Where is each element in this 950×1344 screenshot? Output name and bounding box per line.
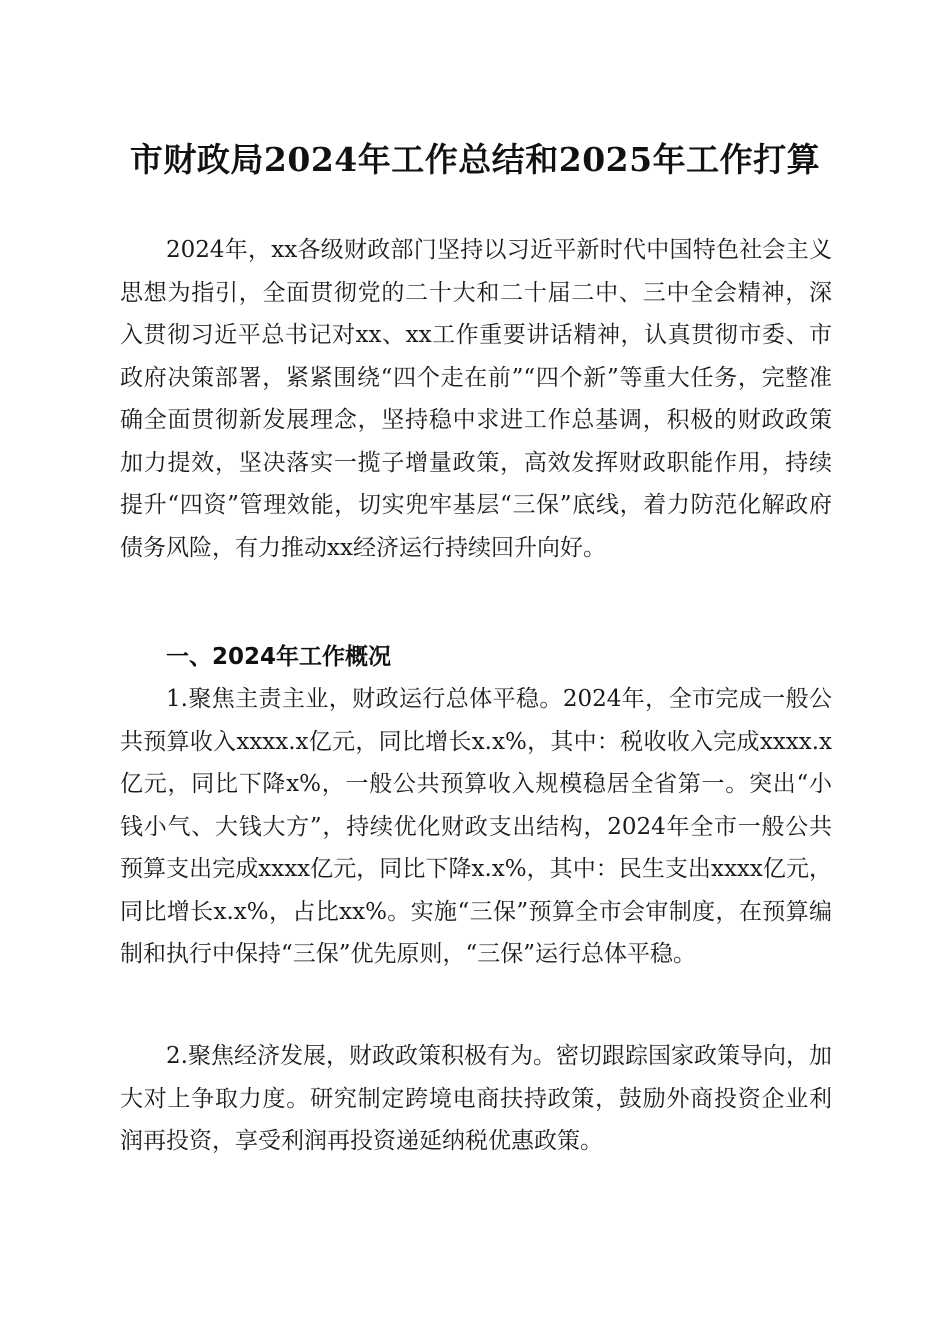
paragraph-2-block [120, 1035, 832, 1163]
paragraph-1-block [120, 678, 832, 976]
paragraph-1: 1.聚焦主责主业，财政运行总体平稳。2024年，全市完成一般公共预算收入xxxx.x亿元，同比增长x.x%，其中：税收收入完成xxxx.x亿元，同比下降x%，一般公共预算收入规模稳居全省第一。突出“小钱小气、大钱大方”，持续优化财政支出结构，2024年全市一般公共预算支出完成xxxx亿元，同比下降x.x%，其中：民生支出xxxx亿元，同比增长x.x%，占比xx%。实施“三保”预算全市会审制度，在预算编制和执行中保持“三保”优先原则，“三保”运行总体平稳。 [120, 686, 832, 967]
intro-paragraph: 2024年，xx各级财政部门坚持以习近平新时代中国特色社会主义思想为指引，全面贯彻党的二十大和二十届二中、三中全会精神，深入贯彻习近平总书记对xx、xx工作重要讲话精神，认真贯彻市委、市政府决策部署，紧紧围绕“四个走在前”“四个新”等重大任务，完整准确全面贯彻新发展理念，坚持稳中求进工作总基调，积极的财政政策加力提效，坚决落实一揽子增量政策，高效发挥财政职能作用，持续提升“四资”管理效能，切实兜牢基层“三保”底线，着力防范化解政府债务风险，有力推动xx经济运行持续回升向好。 [120, 237, 832, 561]
section-1-heading: 一、2024年工作概况 [166, 644, 392, 670]
paragraph-2: 2.聚焦经济发展，财政政策积极有为。密切跟踪国家政策导向，加大对上争取力度。研究制定跨境电商扶持政策，鼓励外商投资企业利润再投资，享受利润再投资递延纳税优惠政策。 [120, 1043, 832, 1154]
intro-paragraph-block [120, 229, 832, 569]
document-title: 市财政局2024年工作总结和2025年工作打算 [129, 140, 821, 179]
